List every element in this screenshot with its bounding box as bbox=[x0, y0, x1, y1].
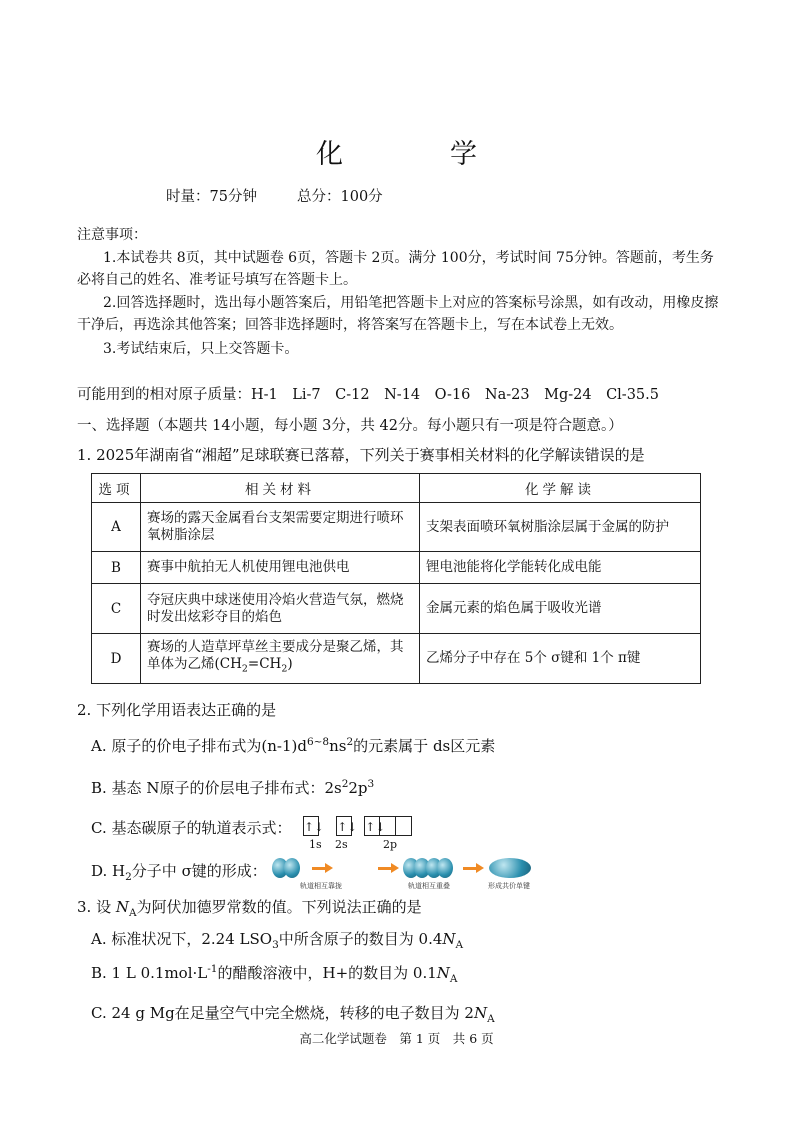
table-header-material: 相关材料 bbox=[141, 474, 420, 503]
section-heading: 一、选择题（本题共 14小题，每小题 3分，共 42分。每小题只有一项是符合题意。） bbox=[77, 418, 623, 434]
table-header-reading: 化学解读 bbox=[420, 474, 701, 503]
question-2-option-b: B. 基态 N原子的价层电子排布式：$2s^22p^3$ bbox=[91, 778, 375, 797]
arrow-icon bbox=[476, 863, 484, 873]
material-cell: 夺冠庆典中球迷使用冷焰火营造气氛，燃烧时发出炫彩夺目的焰色 bbox=[141, 584, 420, 634]
atomic-masses: 可能用到的相对原子质量：H-1 Li-7 C-12 N-14 O-16 Na-23 Mg-24 Cl-35.5 bbox=[77, 387, 659, 403]
table-row bbox=[92, 634, 701, 684]
orbital-sphere bbox=[284, 858, 300, 878]
notice-item-2a: 2.回答选择题时，选出每小题答案后，用铅笔把答题卡上对应的答案标号涂黑，如有改动，用橡皮擦 bbox=[103, 295, 719, 311]
arrow-icon bbox=[312, 867, 326, 870]
orbital-label-2s: 2s bbox=[335, 838, 348, 851]
reading-cell: 支架表面喷环氧树脂涂层属于金属的防护 bbox=[420, 503, 701, 552]
page-title: 化 学 bbox=[316, 139, 517, 170]
orbital-box: ↑↓ bbox=[336, 816, 352, 836]
question-3-stem: 3. 设 $N_A$为阿伏加德罗常数的值。下列说法正确的是 bbox=[77, 898, 422, 919]
orbital-diagram bbox=[303, 815, 412, 836]
material-cell: 赛事中航拍无人机使用锂电池供电 bbox=[141, 552, 420, 584]
question-3-option-c: C. 24 g Mg在足量空气中完全燃烧，转移的电子数目为 $2N_A$ bbox=[91, 1004, 495, 1025]
orbital-box bbox=[396, 816, 412, 836]
notice-item-1a: 1.本试卷共 8页，其中试题卷 6页，答题卡 2页。满分 100分，考试时间 75分钟。答题前，考生务 bbox=[103, 250, 714, 266]
notice-item-1b: 必将自己的姓名、准考证号填写在答题卡上。 bbox=[77, 272, 357, 288]
orbital-box bbox=[380, 816, 396, 836]
table-row bbox=[92, 552, 701, 584]
arrow-icon bbox=[391, 863, 399, 873]
arrow-icon bbox=[325, 863, 333, 873]
molecule-orbital bbox=[489, 858, 531, 878]
diagram-caption: 形成共价单键 bbox=[488, 882, 530, 890]
question-1-stem: 1. 2025年湖南省“湘超”足球联赛已落幕，下列关于赛事相关材料的化学解读错误的是 bbox=[77, 446, 645, 464]
question-2-option-c: C. 基态碳原子的轨道表示式： bbox=[91, 819, 292, 837]
reading-cell: 乙烯分子中存在 5个 σ键和 1个 π键 bbox=[420, 634, 701, 684]
exam-time: 时量：75分钟 bbox=[166, 189, 257, 205]
diagram-caption: 轨道相互靠拢 bbox=[300, 882, 342, 890]
orbital-label-1s: 1s bbox=[309, 838, 322, 851]
orbital-box: ↑↓ bbox=[364, 816, 380, 836]
notice-item-2b: 干净后，再选涂其他答案；回答非选择题时，将答案写在答题卡上，写在本试卷上无效。 bbox=[77, 317, 623, 333]
table-row bbox=[92, 584, 701, 634]
material-cell: 赛场的人造草坪草丝主要成分是聚乙烯，其单体为乙烯$(CH_2=CH_2)$ bbox=[141, 634, 420, 684]
question-3-option-a: A. 标准状况下，2.24 $LSO_3$中所含原子的数目为 $0.4N_A$ bbox=[91, 930, 464, 951]
question-2-stem: 2. 下列化学用语表达正确的是 bbox=[77, 701, 277, 719]
material-cell: 赛场的露天金属看台支架需要定期进行喷环氧树脂涂层 bbox=[141, 503, 420, 552]
table-row bbox=[92, 503, 701, 552]
page-footer: 高二化学试题卷 第 1 页 共 6 页 bbox=[299, 1031, 494, 1046]
orbital-sphere bbox=[437, 858, 453, 878]
reading-cell: 金属元素的焰色属于吸收光谱 bbox=[420, 584, 701, 634]
arrow-icon bbox=[378, 867, 392, 870]
question-1-table bbox=[91, 473, 701, 684]
notice-heading: 注意事项： bbox=[77, 227, 147, 243]
question-2-option-d: D. $H_2$分子中 σ键的形成： bbox=[91, 862, 267, 883]
option-letter: D bbox=[92, 634, 141, 684]
diagram-caption: 轨道相互重叠 bbox=[408, 882, 450, 890]
notice-item-3: 3.考试结束后，只上交答题卡。 bbox=[103, 341, 299, 357]
question-2-option-a: A. 原子的价电子排布式为$(n-1)d^{6\sim 8}ns^2$的元素属于 ds区元素 bbox=[91, 736, 496, 755]
reading-cell: 锂电池能将化学能转化成电能 bbox=[420, 552, 701, 584]
option-letter: A bbox=[92, 503, 141, 552]
total-score: 总分：100分 bbox=[297, 189, 383, 205]
orbital-label-2p: 2p bbox=[383, 838, 398, 851]
option-letter: C bbox=[92, 584, 141, 634]
option-letter: B bbox=[92, 552, 141, 584]
table-header-option: 选项 bbox=[92, 474, 141, 503]
question-3-option-b: B. 1 L $0.1mol\cdot L^{-1}$的醋酸溶液中，H+的数目为 $0.1N_A$ bbox=[91, 963, 458, 985]
arrow-icon bbox=[463, 867, 477, 870]
orbital-box: ↑↓ bbox=[303, 816, 319, 836]
